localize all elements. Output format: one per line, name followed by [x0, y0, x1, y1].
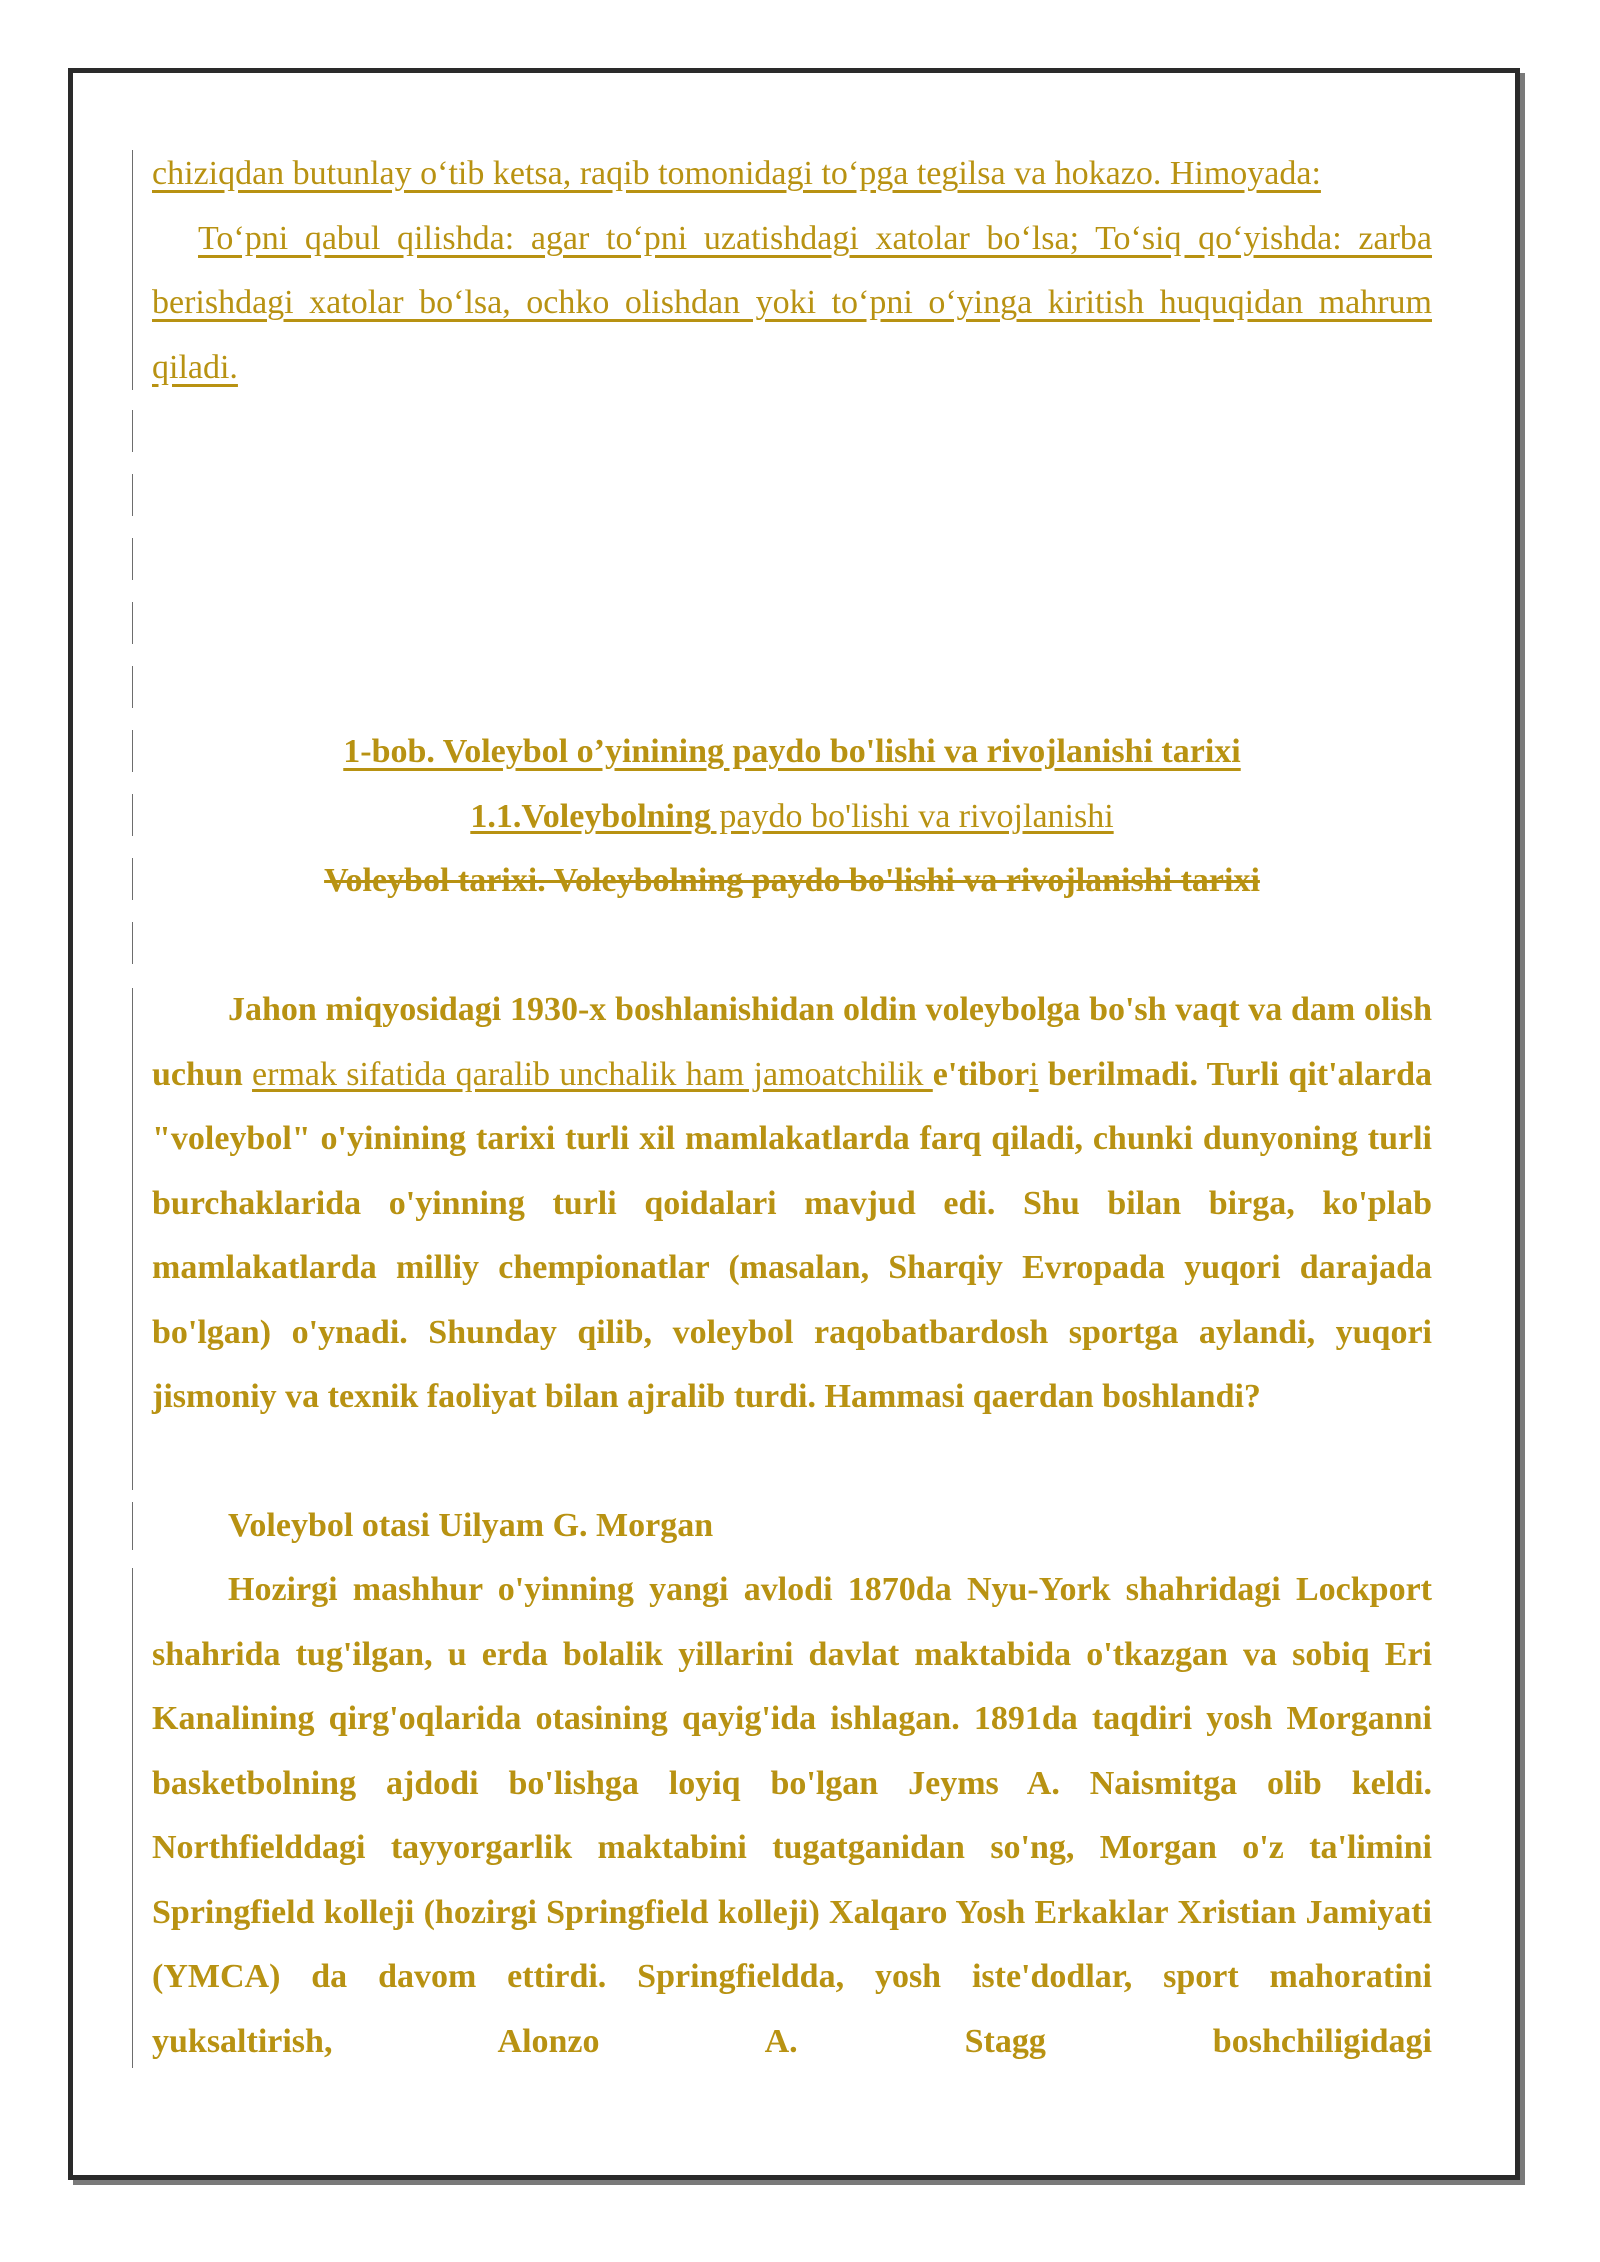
change-bar: [132, 666, 133, 708]
paragraph2-rest: berilmadi. Turli qit'alarda "voleybol" o'yinining tarixi turli xil mamlakatlarda farq qiladi, chunki dunyoning turli burchaklarida o'yinning turli qoidalari mavjud edi. Shu bilan birga, ko'plab mamlakatlarda milliy chempionatlar (masalan, Sharqiy Evropada yuqori darajada bo'lgan) o'ynadi. Shunday qilib, voleybol raqobatbardosh sportga aylandi, yuqori jismoniy va texnik faoliyat bilan ajralib turdi. Hammasi qaerdan boshlandi?: [152, 1055, 1432, 1415]
paragraph1-line1: chiziqdan butunlay o‘tib ketsa, raqib tomonidagi to‘pga tegilsa va hokazo. Himoyada:: [152, 155, 1321, 192]
section-heading-number: 1.1.Voleybolning: [470, 798, 711, 835]
paragraph-history: [152, 978, 1432, 1430]
paragraph2-inserted: ermak sifatida qaralib unchalik ham jamoatchilik: [252, 1055, 933, 1093]
change-bar: [132, 538, 133, 580]
change-bar: [132, 730, 133, 772]
paragraph2-mid: e'tibor: [932, 1055, 1030, 1093]
change-bar: [132, 474, 133, 516]
deleted-heading: Voleybol tarixi. Voleybolning paydo bo'lishi va rivojlanishi tarixi: [324, 862, 1260, 899]
change-bar: [132, 858, 133, 900]
change-bar: [132, 1502, 133, 1550]
paragraph2-tail: i: [1029, 1055, 1039, 1093]
paragraph-morgan: Hozirgi mashhur o'yinning yangi avlodi 1870da Nyu-York shahridagi Lockport shahrida tug'ilgan, u erda bolalik yillarini davlat maktabida o'tkazgan va sobiq Eri Kanalining qirg'oqlarida otasining qayig'ida ishlagan. 1891da taqdiri yosh Morganni basketbolning ajdodi bo'lishga loyiq bo'lgan Jeyms A. Naismitga olib keldi. Northfielddagi tayyorgarlik maktabini tugatganidan so'ng, Morgan o'z ta'limini Springfield kolleji (hozirgi Springfield kolleji) Xalqaro Yosh Erkaklar Xristian Jamiyati (YMCA) da davom ettirdi. Springfieldda, yosh iste'dodlar, sport mahoratini yuksaltirish, Alonzo A. Stagg boshchiligidagi: [152, 1571, 1432, 2060]
paragraph1-body: To‘pni qabul qilishda: agar to‘pni uzatishdagi xatolar bo‘lsa; To‘siq qo‘yishda: zarba berishdagi xatolar bo‘lsa, ochko olishdan yoki to‘pni o‘yinga kiritish huquqidan mahrum qiladi.: [152, 219, 1432, 386]
change-bar: [132, 410, 133, 452]
paragraph2-lead: Jahon miqyosidagi 1930-x boshlanishidan oldin voleybolga bo'sh vaqt va dam olish uchun: [152, 991, 1432, 1093]
change-bar: [132, 150, 133, 390]
change-bar: [132, 1568, 133, 2068]
section-heading-title: paydo bo'lishi va rivojlanishi: [710, 798, 1114, 835]
change-bar: [132, 794, 133, 836]
change-bar: [132, 922, 133, 964]
paragraph-subheading: Voleybol otasi Uilyam G. Morgan: [228, 1507, 714, 1544]
change-bar: [132, 988, 133, 1490]
chapter-heading: 1-bob. Voleybol o’yinining paydo bo'lishi va rivojlanishi tarixi: [343, 733, 1241, 770]
change-bar: [132, 602, 133, 644]
section-heading: [152, 785, 1432, 850]
paragraph-inserted-text: [152, 142, 1432, 400]
